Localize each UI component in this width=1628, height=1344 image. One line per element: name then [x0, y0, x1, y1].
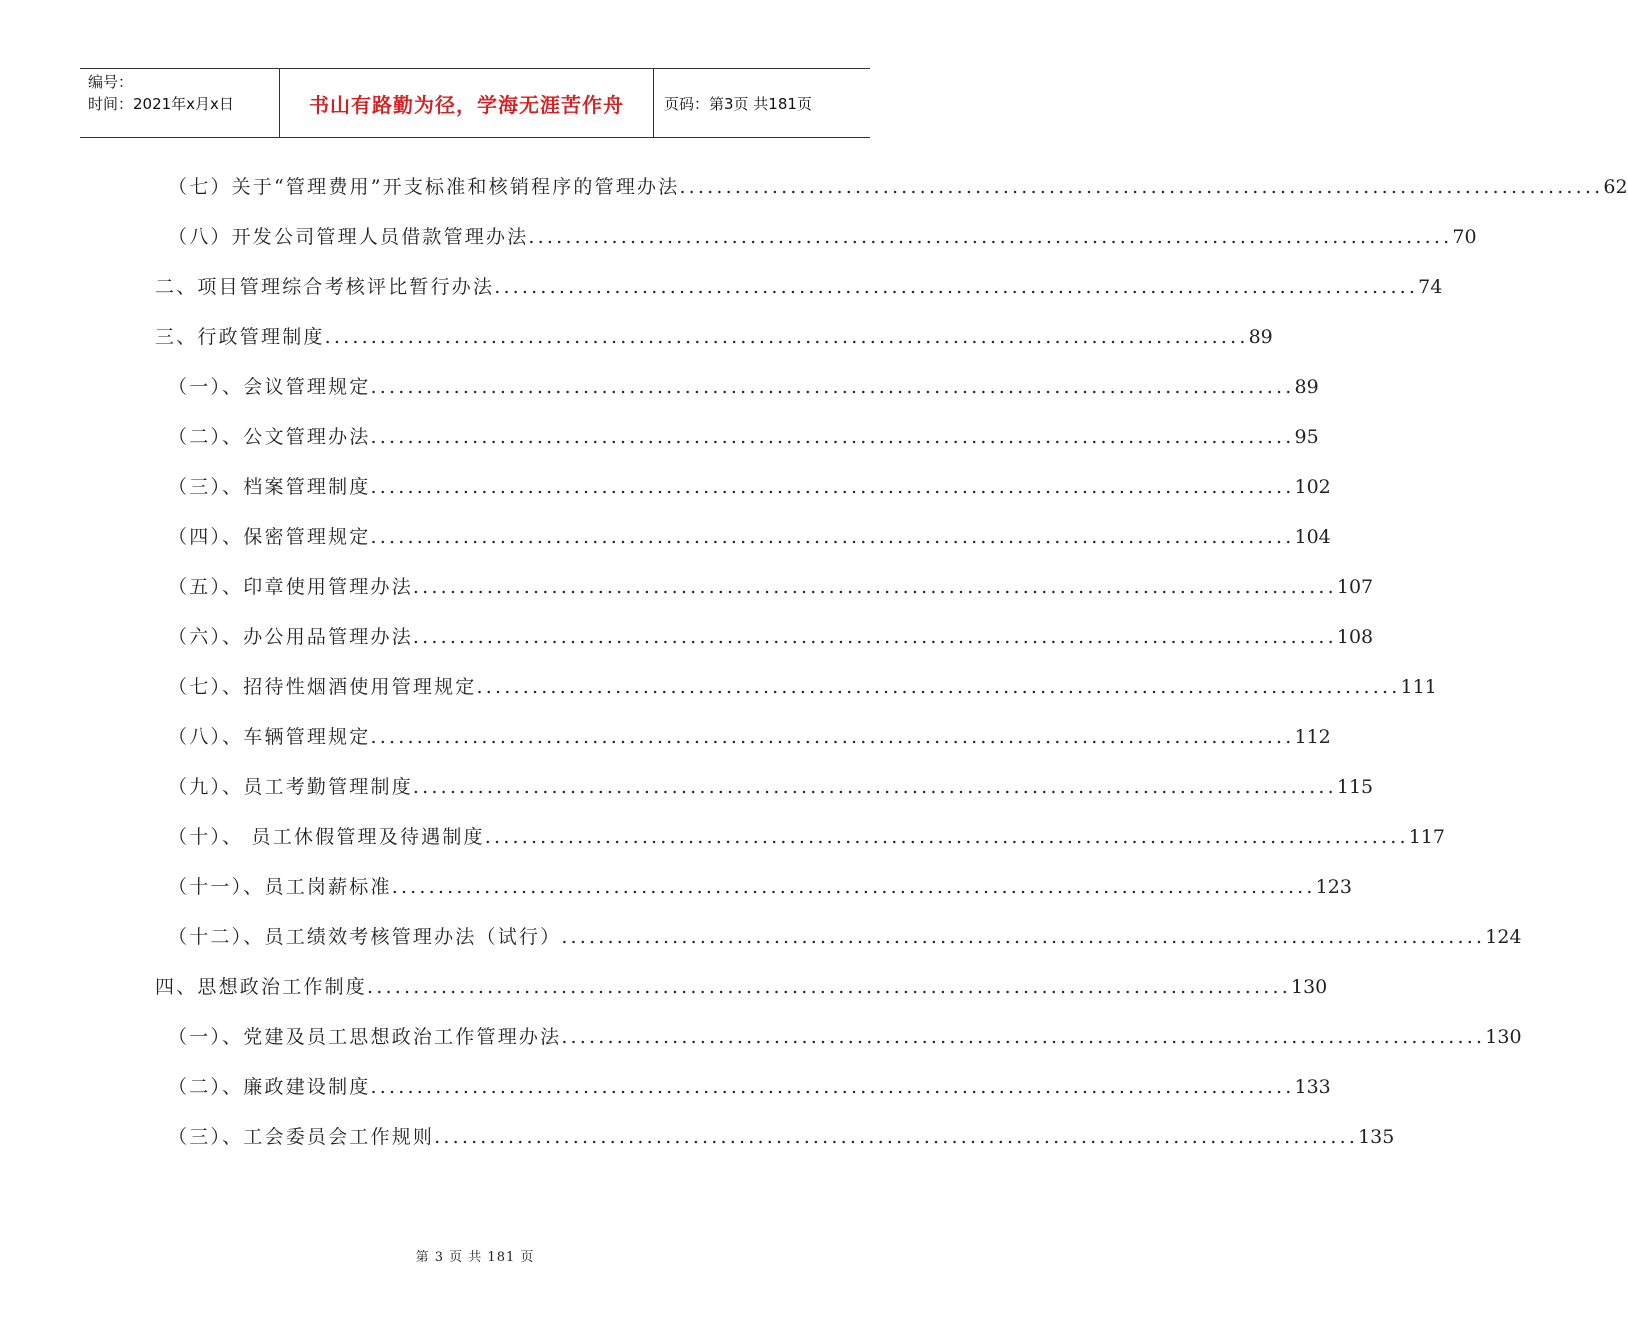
toc-entry[interactable] [168, 1022, 1522, 1052]
toc-entry[interactable] [168, 772, 1374, 802]
toc-entry-title: （八）、车辆管理规定 [168, 726, 371, 748]
toc-leader-dots: .................................................................................................... [367, 976, 1291, 998]
toc-entry-title: 二、项目管理综合考核评比暂行办法 [155, 276, 495, 298]
toc-entry-title: （三）、工会委员会工作规则 [168, 1126, 435, 1148]
toc-leader-dots: .................................................................................................... [412, 776, 1337, 798]
toc-entry-page: 74 [1418, 276, 1443, 298]
toc-entry[interactable] [155, 972, 1328, 1002]
toc-leader-dots: .................................................................................................... [370, 376, 1295, 398]
toc-entry-title: 四、思想政治工作制度 [155, 976, 368, 998]
toc-entry-title: （一）、会议管理规定 [168, 376, 371, 398]
toc-leader-dots: .................................................................................................... [370, 526, 1295, 548]
toc-entry-title: （八）开发公司管理人员借款管理办法 [168, 226, 529, 248]
number-label: 编号： [88, 73, 134, 91]
toc-entry-title: （四）、保密管理规定 [168, 526, 371, 548]
toc-entry[interactable] [168, 822, 1445, 852]
toc-entry-title: （十一）、员工岗薪标准 [168, 876, 392, 898]
toc-entry-title: （七）关于“管理费用”开支标准和核销程序的管理办法 [168, 176, 680, 198]
toc-entry[interactable] [168, 472, 1331, 502]
toc-leader-dots: .................................................................................................... [412, 626, 1337, 648]
toc-leader-dots: .................................................................................................... [679, 176, 1604, 198]
toc-entry[interactable] [168, 572, 1374, 602]
toc-entry-page: 108 [1336, 626, 1374, 648]
toc-leader-dots: .................................................................................................... [528, 226, 1453, 248]
toc-entry[interactable] [168, 622, 1374, 652]
header-meta [80, 69, 280, 137]
toc-entry-page: 133 [1294, 1076, 1331, 1098]
toc-entry[interactable] [168, 922, 1522, 952]
toc-entry[interactable] [155, 322, 1273, 352]
toc-entry-page: 112 [1294, 726, 1331, 748]
toc-entry[interactable] [168, 1072, 1331, 1102]
toc-leader-dots: .................................................................................................... [370, 726, 1295, 748]
toc-entry[interactable] [168, 222, 1477, 252]
toc-entry[interactable] [168, 422, 1319, 452]
toc-entry[interactable] [168, 172, 1628, 202]
toc-entry-title: （九）、员工考勤管理制度 [168, 776, 413, 798]
toc-leader-dots: .................................................................................................... [324, 326, 1249, 348]
toc-entry-page: 89 [1248, 326, 1273, 348]
toc-entry-title: （三）、档案管理制度 [168, 476, 371, 498]
toc-entry-page: 104 [1294, 526, 1331, 548]
toc-leader-dots: .................................................................................................... [484, 826, 1409, 848]
toc-entry[interactable] [168, 872, 1352, 902]
toc-entry-title: （二）、廉政建设制度 [168, 1076, 371, 1098]
toc-entry-title: （一）、党建及员工思想政治工作管理办法 [168, 1026, 562, 1048]
toc-entry-page: 115 [1336, 776, 1374, 798]
toc-entry-page: 130 [1485, 1026, 1522, 1048]
toc-entry-page: 95 [1294, 426, 1319, 448]
toc-entry[interactable] [168, 722, 1331, 752]
toc-entry[interactable] [168, 372, 1319, 402]
toc-leader-dots: .................................................................................................... [370, 476, 1295, 498]
toc-entry-page: 135 [1358, 1126, 1395, 1148]
toc-entry[interactable] [168, 522, 1331, 552]
toc-leader-dots: .................................................................................................... [561, 926, 1486, 948]
toc-entry-page: 130 [1290, 976, 1328, 998]
toc-entry-page: 102 [1294, 476, 1331, 498]
page-header [80, 68, 870, 138]
toc-entry-title: （六）、办公用品管理办法 [168, 626, 413, 648]
toc-entry-page: 111 [1400, 676, 1437, 698]
toc-entry-title: （五）、印章使用管理办法 [168, 576, 413, 598]
toc-entry-page: 124 [1485, 926, 1522, 948]
toc-entry-page: 62 [1603, 176, 1628, 198]
toc-entry-title: （十二）、员工绩效考核管理办法（试行） [168, 926, 562, 948]
toc-entry-page: 70 [1452, 226, 1477, 248]
toc-entry-title: （十）、 员工休假管理及待遇制度 [168, 826, 485, 848]
toc-leader-dots: .................................................................................................... [494, 276, 1419, 298]
toc-leader-dots: .................................................................................................... [391, 876, 1316, 898]
toc-leader-dots: .................................................................................................... [370, 1076, 1295, 1098]
toc-leader-dots: .................................................................................................... [476, 676, 1401, 698]
toc-entry-page: 123 [1315, 876, 1352, 898]
toc-entry[interactable] [168, 1122, 1395, 1152]
header-page-info: 页码：第3页 共181页 [664, 94, 812, 113]
toc-entry-page: 89 [1294, 376, 1319, 398]
header-motto: 书山有路勤为径，学海无涯苦作舟 [280, 69, 654, 137]
toc-entry-title: （七）、招待性烟酒使用管理规定 [168, 676, 477, 698]
page-footer: 第 3 页 共 181 页 [415, 1250, 535, 1265]
toc-entry-page: 117 [1408, 826, 1445, 848]
toc-entry[interactable] [155, 272, 1443, 302]
toc-leader-dots: .................................................................................................... [412, 576, 1337, 598]
toc-entry-page: 107 [1336, 576, 1374, 598]
toc-entry-title: （二）、公文管理办法 [168, 426, 371, 448]
toc-entry-title: 三、行政管理制度 [155, 326, 325, 348]
time-label: 时间：2021年x月x日 [88, 95, 234, 113]
toc-leader-dots: .................................................................................................... [561, 1026, 1486, 1048]
toc-entry[interactable] [168, 672, 1437, 702]
toc-leader-dots: .................................................................................................... [434, 1126, 1359, 1148]
toc-leader-dots: .................................................................................................... [370, 426, 1295, 448]
